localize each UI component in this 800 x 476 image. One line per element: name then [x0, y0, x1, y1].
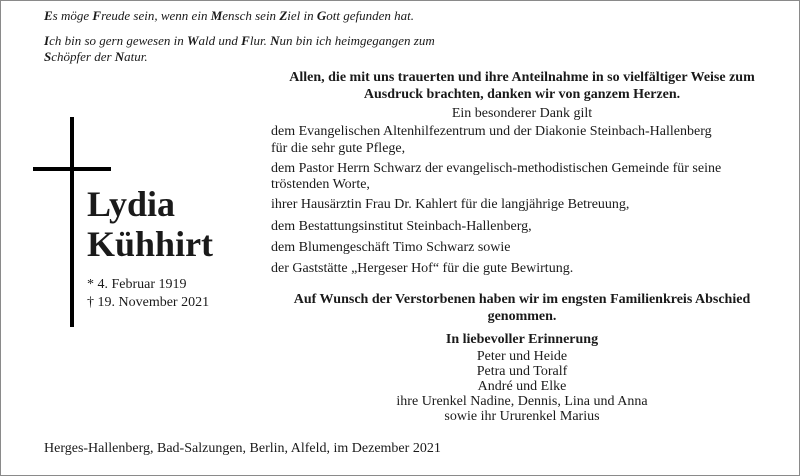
- thanks-line: dem Bestattungsinstitut Steinbach-Hallenberg,: [271, 219, 532, 234]
- family-member: sowie ihr Ururenkel Marius: [444, 409, 600, 424]
- wish-line-2: genommen.: [487, 309, 557, 324]
- thanks-line: dem Evangelischen Altenhilfezentrum und der Diakonie Steinbach-Hallenberg: [271, 124, 712, 139]
- cross-icon-horizontal: [33, 167, 111, 171]
- family-member: André und Elke: [477, 379, 567, 394]
- poem-line-1-text: Es möge Freude sein, wenn ein Mensch sein Ziel in Gott gefunden hat.: [44, 8, 415, 23]
- thanks-line: ihrer Hausärztin Frau Dr. Kahlert für die langjährige Betreuung,: [271, 197, 630, 212]
- intro-line-1: Allen, die mit uns trauerten und ihre Anteilnahme in so vielfältiger Weise zum: [289, 70, 755, 85]
- wish-line-1: Auf Wunsch der Verstorbenen haben wir im engsten Familienkreis Abschied: [293, 292, 751, 307]
- poem-line-2-text: Ich bin so gern gewesen in Wald und Flur. Nun bin ich heimgegangen zum: [44, 33, 435, 48]
- birth-date: * 4. Februar 1919: [87, 277, 187, 292]
- family-member: Petra und Toralf: [476, 364, 568, 379]
- intro-line-2: Ausdruck brachten, danken wir von ganzem Herzen.: [363, 87, 681, 102]
- thanks-line: dem Pastor Herrn Schwarz der evangelisch-methodistischen Gemeinde für seine: [271, 161, 722, 176]
- special-thanks-heading: Ein besonderer Dank gilt: [451, 106, 593, 121]
- thanks-line: tröstenden Worte,: [271, 177, 370, 192]
- family-member: ihre Urenkel Nadine, Dennis, Lina und Anna: [396, 394, 648, 409]
- family-member: Peter und Heide: [476, 349, 568, 364]
- memory-heading: In liebevoller Erinnerung: [445, 332, 599, 347]
- thanks-line: für die sehr gute Pflege,: [271, 141, 406, 156]
- cross-icon-vertical: [70, 117, 74, 327]
- poem-line-3-text: Schöpfer der Natur.: [44, 49, 148, 64]
- thanks-line: dem Blumengeschäft Timo Schwarz sowie: [271, 240, 511, 255]
- poem-line-1: [44, 8, 414, 24]
- thanks-line: der Gaststätte „Hergeser Hof“ für die gute Bewirtung.: [271, 261, 574, 276]
- deceased-first-name: Lydia: [87, 184, 176, 224]
- footer-location-date: Herges-Hallenberg, Bad-Salzungen, Berlin, Alfeld, im Dezember 2021: [44, 441, 441, 456]
- death-date: † 19. November 2021: [87, 295, 210, 310]
- deceased-last-name: Kühhirt: [87, 224, 214, 264]
- poem-line-2: [44, 33, 435, 49]
- poem-line-3: [44, 49, 148, 65]
